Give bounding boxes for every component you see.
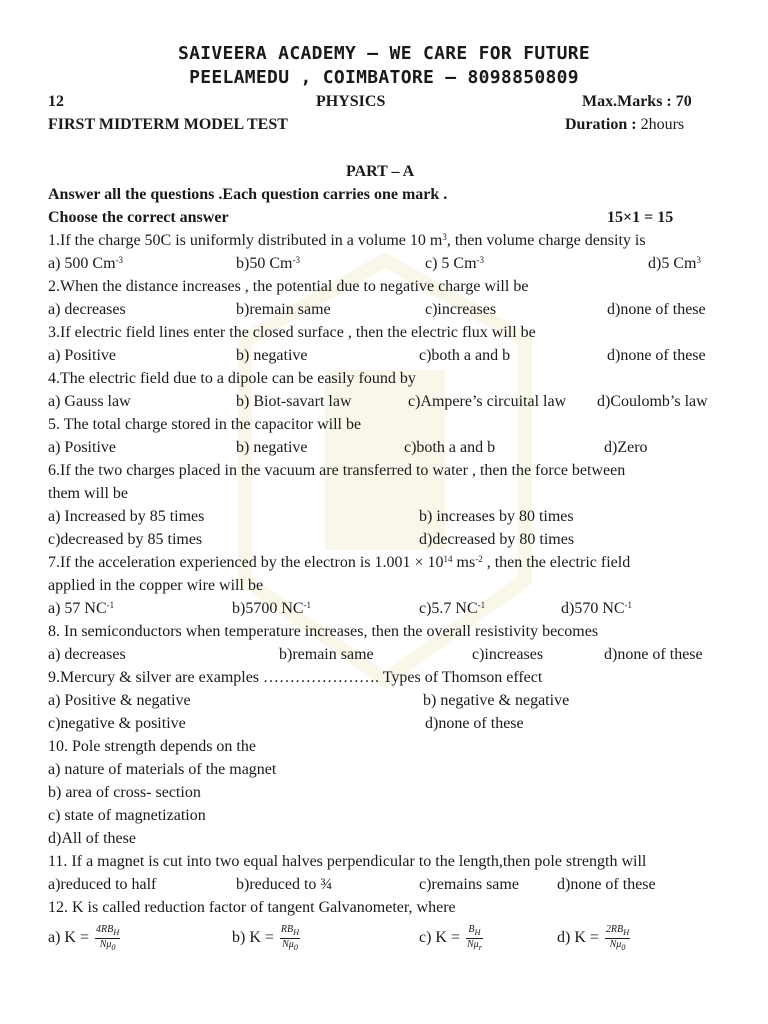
duration — [565, 115, 684, 135]
option-5d: d)Zero — [604, 439, 648, 456]
fraction: $\frac{B_H}{N\mu_r}$ — [467, 924, 482, 952]
question-8: 8. In semiconductors when temperature increases, then the overall resistivity becomes — [48, 623, 599, 640]
duration-value: 2hours — [640, 116, 685, 133]
option-2c: c)increases — [425, 301, 497, 318]
option-5a: a) Positive — [48, 439, 116, 456]
option-12c: c) K = $\frac{B_H}{N\mu_r}$ — [419, 924, 482, 952]
question-7: 7.If the acceleration experienced by the electron is $1.001 \times 10^{14}$ $ms^{-2}$ , then the electric field — [48, 554, 631, 571]
option-7a: a) 57 $NC^{-1}$ — [48, 600, 115, 617]
subject-label: PHYSICS — [316, 93, 386, 110]
option-8d: d)none of these — [604, 646, 703, 663]
option-1b: b)50 $Cm^{-3}$ — [236, 255, 300, 272]
option-9d: d)none of these — [425, 715, 524, 732]
option-10d: d)All of these — [48, 830, 136, 847]
option-7b: b)5700 $NC^{-1}$ — [232, 600, 312, 617]
choose-label: Choose the correct answer — [48, 209, 229, 226]
question-6-cont: them will be — [48, 485, 128, 502]
duration-label: Duration : — [565, 116, 637, 133]
option-5b: b) negative — [236, 439, 308, 456]
option-7c: c)5.7 $NC^{-1}$ — [419, 600, 486, 617]
option-3a: a) Positive — [48, 347, 116, 364]
question-12: 12. K is called reduction factor of tangent Galvanometer, where — [48, 899, 456, 916]
option-9a: a) Positive & negative — [48, 692, 191, 709]
test-name: FIRST MIDTERM MODEL TEST — [48, 116, 288, 133]
option-4d: d)Coulomb’s law — [597, 393, 708, 410]
option-1d: d)5 Cm$^3$ — [648, 255, 701, 272]
option-2d: d)none of these — [607, 301, 706, 318]
option-11c: c)remains same — [419, 876, 519, 893]
option-10b: b) area of cross- section — [48, 784, 201, 801]
max-marks: Max.Marks : 70 — [582, 93, 692, 110]
academy-title: SAIVEERA ACADEMY – WE CARE FOR FUTURE — [177, 43, 591, 64]
option-12d: d) K = $\frac{2RB_H}{N\mu_0}$ — [557, 924, 630, 952]
option-3d: d)none of these — [607, 347, 706, 364]
option-1c: c) 5 $Cm^{-3}$ — [425, 255, 485, 272]
question-10: 10. Pole strength depends on the — [48, 738, 256, 755]
option-2a: a) decreases — [48, 301, 126, 318]
option-4c: c)Ampere’s circuital law — [408, 393, 567, 410]
option-12b: b) K = $\frac{RB_H}{N\mu_0}$ — [232, 924, 300, 952]
question-5: 5. The total charge stored in the capacitor will be — [48, 416, 362, 433]
question-11: 11. If a magnet is cut into two equal halves perpendicular to the length,then pole strength will — [48, 853, 647, 870]
question-4: 4.The electric field due to a dipole can be easily found by — [48, 370, 416, 387]
question-7-cont: applied in the copper wire will be — [48, 577, 264, 594]
option-9c: c)negative & positive — [48, 715, 186, 732]
option-4a: a) Gauss law — [48, 393, 131, 410]
option-11a: a)reduced to half — [48, 876, 157, 893]
option-10a: a) nature of materials of the magnet — [48, 761, 277, 778]
option-10c: c) state of magnetization — [48, 807, 206, 824]
option-4b: b) Biot-savart law — [236, 393, 352, 410]
question-3: 3.If electric field lines enter the closed surface , then the electric flux will be — [48, 324, 536, 341]
option-6a: a) Increased by 85 times — [48, 508, 205, 525]
option-6b: b) increases by 80 times — [419, 508, 574, 525]
option-3c: c)both a and b — [419, 347, 511, 364]
option-7d: d)570 $NC^{-1}$ — [561, 600, 633, 617]
option-3b: b) negative — [236, 347, 308, 364]
question-2: 2.When the distance increases , the potential due to negative charge will be — [48, 278, 529, 295]
question-9: 9.Mercury & silver are examples …………………. Types of Thomson effect — [48, 669, 543, 686]
class-label: 12 — [48, 93, 64, 110]
option-12a: a) K = $\frac{4RB_H}{N\mu_0}$ — [48, 924, 120, 952]
option-6c: c)decreased by 85 times — [48, 531, 203, 548]
academy-address: PEELAMEDU , COIMBATORE – 8098850809 — [189, 67, 579, 88]
instruction: Answer all the questions .Each question carries one mark . — [48, 186, 448, 203]
option-9b: b) negative & negative — [423, 692, 570, 709]
option-5c: c)both a and b — [404, 439, 496, 456]
option-11b: b)reduced to ¾ — [236, 876, 333, 893]
fraction: $\frac{2RB_H}{N\mu_0}$ — [605, 924, 630, 952]
question-1: 1.If the charge 50C is uniformly distributed in a volume 10 $m^3$, then volume charge density is — [48, 232, 646, 249]
option-8b: b)remain same — [279, 646, 374, 663]
option-1a: a) 500 $Cm^{-3}$ — [48, 255, 124, 272]
fraction: $\frac{RB_H}{N\mu_0}$ — [280, 924, 300, 952]
fraction: $\frac{4RB_H}{N\mu_0}$ — [96, 924, 120, 952]
marks-calc: 15×1 = 15 — [607, 209, 674, 226]
option-11d: d)none of these — [557, 876, 656, 893]
part-heading: PART – A — [346, 163, 415, 180]
option-8c: c)increases — [472, 646, 544, 663]
question-6: 6.If the two charges placed in the vacuum are transferred to water , then the force between — [48, 462, 626, 479]
option-6d: d)decreased by 80 times — [419, 531, 575, 548]
option-2b: b)remain same — [236, 301, 331, 318]
option-8a: a) decreases — [48, 646, 126, 663]
